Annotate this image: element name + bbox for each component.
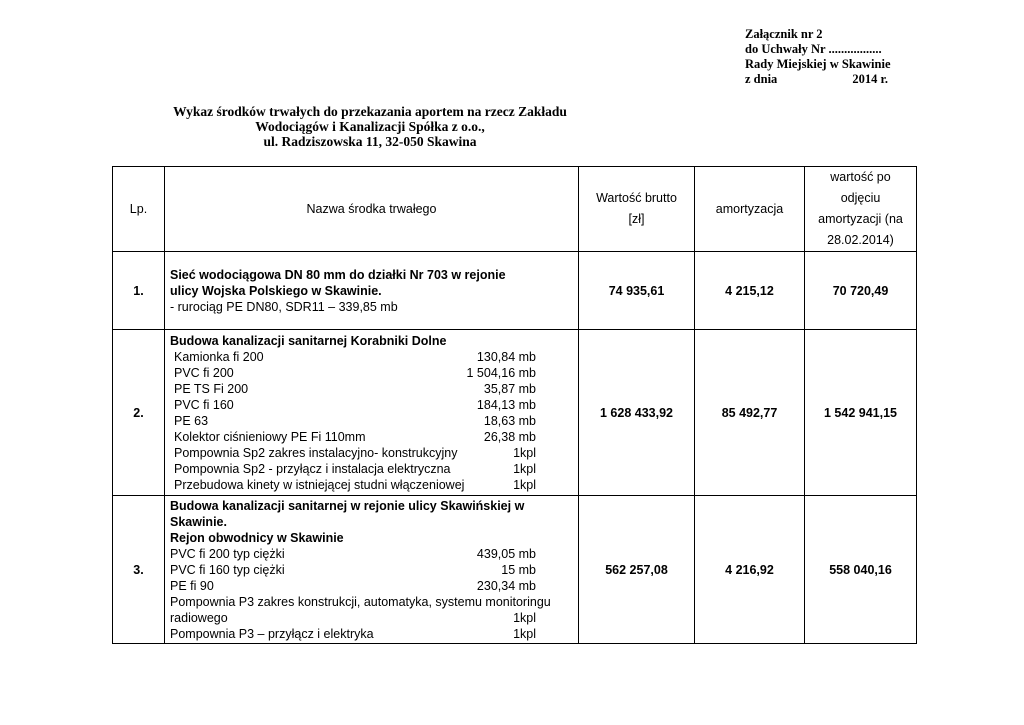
item-qty: 1kpl <box>513 610 536 625</box>
row-3-title-line-1: Budowa kanalizacji sanitarnej w rejonie ulicy Skawińskiej w Skawinie. <box>170 498 525 529</box>
title-line-3: ul. Radziszowska 11, 32-050 Skawina <box>263 134 477 149</box>
item-label: Kolektor ciśnieniowy PE Fi 110mm <box>174 429 366 444</box>
header-net <box>805 167 917 252</box>
row-2-name <box>165 330 579 496</box>
header-gross-line-2: [zł] <box>628 212 645 226</box>
list-item <box>170 578 536 594</box>
item-qty: 1kpl <box>513 461 536 476</box>
list-item <box>170 349 536 365</box>
row-1-detail: - rurociąg PE DN80, SDR11 – 339,85 mb <box>170 299 398 314</box>
item-qty: 1kpl <box>513 445 536 460</box>
item-label: PVC fi 200 typ ciężki <box>170 546 285 561</box>
annex-resolution: do Uchwały Nr ................. <box>745 42 882 56</box>
item-qty: 15 mb <box>501 562 536 577</box>
list-item <box>170 397 536 413</box>
table-row <box>113 330 917 496</box>
item-label: PE fi 90 <box>170 578 214 593</box>
header-gross-line-1: Wartość brutto <box>596 191 677 205</box>
row-2-gross: 1 628 433,92 <box>579 330 695 496</box>
row-3-gross: 562 257,08 <box>579 496 695 644</box>
row-1-title-line-2: ulicy Wojska Polskiego w Skawinie. <box>170 283 382 298</box>
title-line-2: Wodociągów i Kanalizacji Spółka z o.o., <box>255 119 485 134</box>
annex-council: Rady Miejskiej w Skawinie <box>745 57 891 71</box>
item-qty: 439,05 mb <box>476 546 536 561</box>
item-qty: 1 504,16 mb <box>466 365 536 380</box>
row-3-name <box>165 496 579 644</box>
row-3-amortization: 4 216,92 <box>695 496 805 644</box>
title-line-1: Wykaz środków trwałych do przekazania aportem na rzecz Zakładu <box>173 104 567 119</box>
list-item <box>170 381 536 397</box>
row-1-name <box>165 252 579 330</box>
row-3-net: 558 040,16 <box>805 496 917 644</box>
list-item <box>170 562 536 578</box>
item-qty: 184,13 mb <box>476 397 536 412</box>
list-item <box>170 610 536 626</box>
row-3-note-line-1: Pompownia P3 zakres konstrukcji, automatyka, systemu monitoringu <box>170 594 551 609</box>
item-label: Kamionka fi 200 <box>174 349 264 364</box>
item-label: PVC fi 200 <box>174 365 234 380</box>
item-qty: 18,63 mb <box>483 413 536 428</box>
header-net-line-2: odjęciu <box>840 191 881 205</box>
annex-date-label: z dnia <box>745 72 778 86</box>
list-item <box>170 461 536 477</box>
item-label: radiowego <box>170 610 228 625</box>
table-row <box>113 252 917 330</box>
annex-date <box>745 72 888 87</box>
item-label: Przebudowa kinety w istniejącej studni włączeniowej <box>174 477 465 492</box>
table-row <box>113 496 917 644</box>
row-1-title-line-1: Sieć wodociągowa DN 80 mm do działki Nr 703 w rejonie <box>170 267 506 282</box>
item-label: PVC fi 160 <box>174 397 234 412</box>
row-2-title: Budowa kanalizacji sanitarnej Korabniki Dolne <box>170 333 447 348</box>
header-amortization: amortyzacja <box>695 167 805 252</box>
item-label: PE 63 <box>174 413 209 428</box>
item-qty: 130,84 mb <box>476 349 536 364</box>
list-item <box>170 413 536 429</box>
item-qty: 1kpl <box>513 477 536 492</box>
table-header-row <box>113 167 917 252</box>
annex-number: Załącznik nr 2 <box>745 27 823 41</box>
item-qty: 1kpl <box>513 626 536 641</box>
header-net-line-4: 28.02.2014) <box>827 233 894 247</box>
item-label: PVC fi 160 typ ciężki <box>170 562 285 577</box>
row-1-net: 70 720,49 <box>805 252 917 330</box>
item-label: Pompownia P3 – przyłącz i elektryka <box>170 626 374 641</box>
item-label: Pompownia Sp2 zakres instalacyjno- konstrukcyjny <box>174 445 458 460</box>
header-gross <box>579 167 695 252</box>
list-item <box>170 626 536 642</box>
header-net-line-1: wartość po <box>830 170 891 184</box>
header-name: Nazwa środka trwałego <box>165 167 579 252</box>
row-3-lp: 3. <box>113 496 165 644</box>
row-1-lp: 1. <box>113 252 165 330</box>
row-3-title-line-2: Rejon obwodnicy w Skawinie <box>170 530 344 545</box>
item-qty: 26,38 mb <box>483 429 536 444</box>
item-qty: 35,87 mb <box>483 381 536 396</box>
annex-date-year: 2014 r. <box>852 72 888 86</box>
list-item <box>170 477 536 493</box>
header-lp: Lp. <box>113 167 165 252</box>
item-label: PE TS Fi 200 <box>174 381 249 396</box>
item-qty: 230,34 mb <box>476 578 536 593</box>
list-item <box>170 445 536 461</box>
row-2-net: 1 542 941,15 <box>805 330 917 496</box>
row-2-amortization: 85 492,77 <box>695 330 805 496</box>
assets-table <box>112 166 917 644</box>
row-2-lp: 2. <box>113 330 165 496</box>
document-title <box>150 104 590 149</box>
row-1-amortization: 4 215,12 <box>695 252 805 330</box>
list-item <box>170 365 536 381</box>
list-item <box>170 546 536 562</box>
annex-header <box>745 27 891 87</box>
list-item <box>170 429 536 445</box>
row-1-gross: 74 935,61 <box>579 252 695 330</box>
header-net-line-3: amortyzacji (na <box>818 212 903 226</box>
item-label: Pompownia Sp2 - przyłącz i instalacja elektryczna <box>174 461 451 476</box>
